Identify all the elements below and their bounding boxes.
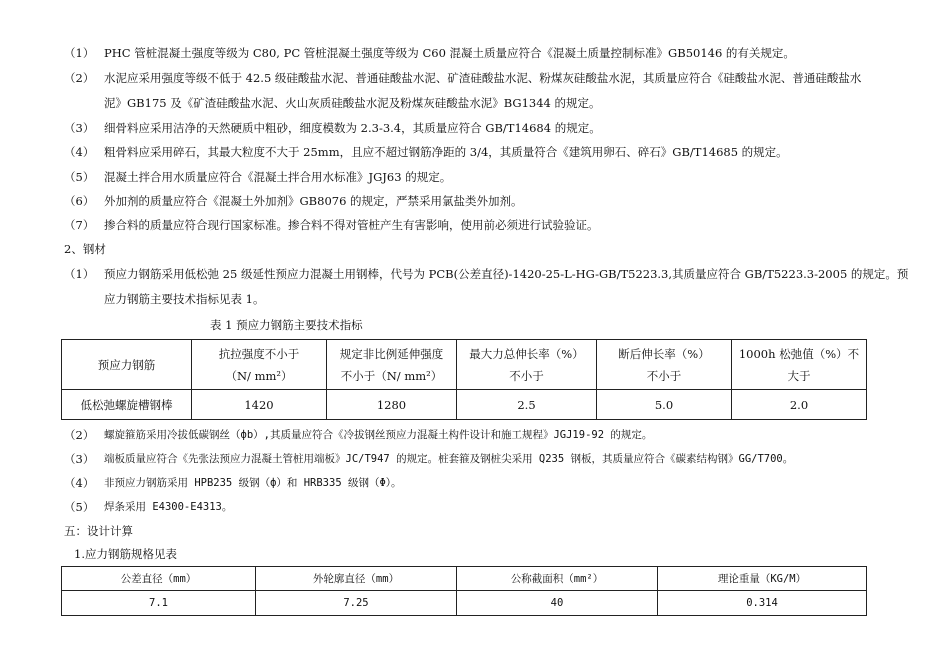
item-text: 预应力钢筋采用低松弛 25 级延性预应力混凝土用钢棒，代号为 PCB(公差直径)-1420-25-L-HG-GB/T5223.3,其质量应符合 GB/T5223.3-2005 的规定。预 xyxy=(104,267,909,281)
header-cell: 外轮廓直径（mm） xyxy=(256,567,457,591)
item-number: （3） xyxy=(64,121,95,135)
item-number: （3） xyxy=(64,452,95,466)
section-heading-steel: 2、钢材 xyxy=(64,242,106,256)
section-heading-design: 五：设计计算 xyxy=(64,524,133,538)
item-text: 螺旋箍筋采用冷拔低碳钢丝（фb）,其质量应符合《冷拔钢丝预应力混凝土构件设计和施工规程》JGJ19-92 的规定。 xyxy=(104,429,653,441)
table-caption: 表 1 预应力钢筋主要技术指标 xyxy=(210,318,363,332)
rebar-spec-table xyxy=(61,566,867,616)
header-cell: 理论重量（KG/M） xyxy=(658,567,867,591)
table-cell: 40 xyxy=(457,591,658,616)
item-text-continued: 应力钢筋主要技术指标见表 1。 xyxy=(104,292,265,306)
table-cell: 5.0 xyxy=(597,390,732,420)
header-cell: 规定非比例延伸强度 不小于（N/ mm²） xyxy=(327,340,457,390)
item-number: （4） xyxy=(64,145,95,159)
item-text: 混凝土拌合用水质量应符合《混凝土拌合用水标准》JGJ63 的规定。 xyxy=(104,170,452,184)
table-header-row xyxy=(62,340,867,390)
header-cell: 预应力钢筋 xyxy=(62,340,192,390)
item-text: 外加剂的质量应符合《混凝土外加剂》GB8076 的规定，严禁采用氯盐类外加剂。 xyxy=(104,194,523,208)
subheading: 1.应力钢筋规格见表 xyxy=(74,547,177,561)
item-text: 粗骨料应采用碎石，其最大粒度不大于 25mm，且应不超过钢筋净距的 3/4，其质量符合《建筑用卵石、碎石》GB/T14685 的规定。 xyxy=(104,145,788,159)
table-cell: 低松弛螺旋槽钢棒 xyxy=(62,390,192,420)
table-cell: 7.1 xyxy=(62,591,256,616)
item-number: （4） xyxy=(64,476,95,490)
item-number: （5） xyxy=(64,500,95,514)
table-row xyxy=(62,591,867,616)
item-number: （2） xyxy=(64,428,95,442)
item-number: （2） xyxy=(64,71,95,85)
header-cell: 1000h 松弛值（%）不 大于 xyxy=(732,340,867,390)
item-number: （7） xyxy=(64,218,95,232)
item-text: 掺合料的质量应符合现行国家标准。掺合料不得对管桩产生有害影响，使用前必须进行试验验证。 xyxy=(104,218,599,232)
item-text: 焊条采用 E4300-E4313。 xyxy=(104,501,233,513)
header-cell: 公称截面积（mm²） xyxy=(457,567,658,591)
header-cell: 最大力总伸长率（%） 不小于 xyxy=(457,340,597,390)
item-number: （1） xyxy=(64,46,95,60)
item-text: 端板质量应符合《先张法预应力混凝土管桩用端板》JC/T947 的规定。桩套箍及钢桩尖采用 Q235 钢板，其质量应符合《碳素结构钢》GG/T700。 xyxy=(104,453,794,465)
table-cell: 1420 xyxy=(192,390,327,420)
table-cell: 2.0 xyxy=(732,390,867,420)
item-text: 细骨料应采用洁净的天然硬质中粗砂，细度模数为 2.3-3.4，其质量应符合 GB/T14684 的规定。 xyxy=(104,121,601,135)
header-cell: 公差直径（mm） xyxy=(62,567,256,591)
item-text: 水泥应采用强度等级不低于 42.5 级硅酸盐水泥、普通硅酸盐水泥、矿渣硅酸盐水泥、粉煤灰硅酸盐水泥，其质量应符合《硅酸盐水泥、普通硅酸盐水 xyxy=(104,71,862,85)
table-row xyxy=(62,390,867,420)
item-number: （6） xyxy=(64,194,95,208)
table-header-row xyxy=(62,567,867,591)
item-text: PHC 管桩混凝土强度等级为 C80, PC 管桩混凝土强度等级为 C60 混凝土质量应符合《混凝土质量控制标准》GB50146 的有关规定。 xyxy=(104,46,795,60)
table-cell: 2.5 xyxy=(457,390,597,420)
item-number: （5） xyxy=(64,170,95,184)
table-cell: 1280 xyxy=(327,390,457,420)
header-cell: 断后伸长率（%） 不小于 xyxy=(597,340,732,390)
item-text: 非预应力钢筋采用 HPB235 级钢（ф）和 HRB335 级钢（Φ）。 xyxy=(104,477,402,489)
item-number: （1） xyxy=(64,267,95,281)
table-cell: 7.25 xyxy=(256,591,457,616)
steel-spec-table xyxy=(61,339,867,420)
header-cell: 抗拉强度不小于 （N/ mm²） xyxy=(192,340,327,390)
table-cell: 0.314 xyxy=(658,591,867,616)
item-text-continued: 泥》GB175 及《矿渣硅酸盐水泥、火山灰质硅酸盐水泥及粉煤灰硅酸盐水泥》BG1344 的规定。 xyxy=(104,96,601,110)
